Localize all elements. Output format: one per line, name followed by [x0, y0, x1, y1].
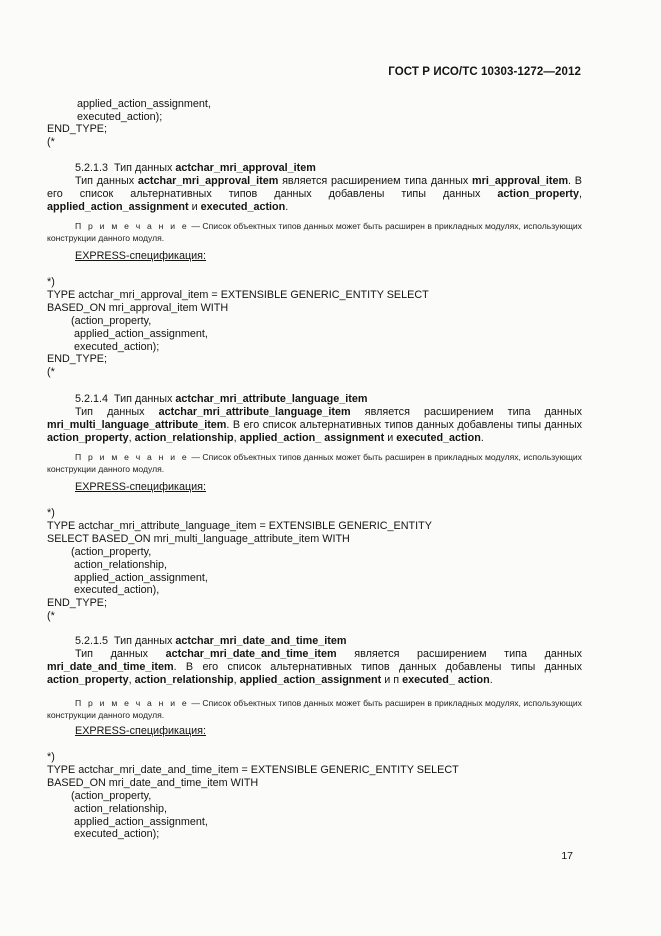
heading-type-name: actchar_mri_attribute_language_item — [175, 393, 368, 405]
code-line: executed_action), — [47, 584, 160, 597]
code-line: END_TYPE; — [47, 597, 107, 610]
standard-header: ГОСТ Р ИСО/ТС 10303-1272—2012 — [388, 66, 581, 78]
express-spec-label: EXPRESS-спецификация: — [75, 725, 207, 737]
section-heading-5-2-1-5 — [75, 635, 346, 648]
code-line: END_TYPE; — [47, 123, 107, 135]
code-line: *) — [47, 276, 55, 288]
express-spec-label: EXPRESS-спецификация: — [75, 481, 207, 493]
code-line: (action_property, — [47, 789, 152, 802]
code-line: applied_action_assignment, — [47, 327, 208, 340]
code-line: (* — [47, 610, 55, 623]
note-label: П р и м е ч а н и е — [75, 221, 189, 231]
heading-text: Тип данных — [114, 162, 176, 174]
note-text: — Список объектных типов данных может быть расширен в прикладных модулях, использующих конструкции данного модуля. — [47, 698, 582, 720]
code-line: action_relationship, — [47, 802, 168, 815]
code-line: applied_action_assignment, — [47, 571, 208, 584]
heading-text: Тип данных — [114, 635, 176, 647]
code-line: SELECT BASED_ON mri_multi_language_attribute_item WITH — [47, 532, 350, 545]
note-text: — Список объектных типов данных может быть расширен в прикладных модулях, использующих конструкции данного модуля. — [47, 221, 582, 243]
section-heading-5-2-1-4 — [75, 393, 367, 406]
code-line: END_TYPE; — [47, 353, 107, 366]
heading-type-name: actchar_mri_date_and_time_item — [175, 635, 347, 647]
code-line: executed_action); — [47, 828, 160, 841]
note-text: — Список объектных типов данных может быть расширен в прикладных модулях, использующих конструкции данного модуля. — [47, 452, 582, 474]
heading-type-name: actchar_mri_approval_item — [175, 162, 316, 174]
heading-number: 5.2.1.3 — [75, 162, 109, 174]
code-line: BASED_ON mri_approval_item WITH — [47, 301, 229, 314]
code-line: TYPE actchar_mri_approval_item = EXTENSIBLE GENERIC_ENTITY SELECT — [47, 288, 429, 301]
code-line: (* — [47, 366, 55, 379]
heading-text: Тип данных — [114, 393, 176, 405]
heading-number: 5.2.1.5 — [75, 635, 109, 647]
code-line: *) — [47, 751, 55, 763]
note-label: П р и м е ч а н и е — [75, 452, 189, 462]
express-spec-label: EXPRESS-спецификация: — [75, 250, 207, 262]
section-paragraph: Тип данных actchar_mri_approval_item является расширением типа данных mri_approval_item. В его список альтернативных типов данных добавлены типы данных action_property, applied_action_assignment и executed_action. — [47, 175, 582, 213]
code-line: *) — [47, 507, 55, 519]
code-line: BASED_ON mri_date_and_time_item WITH — [47, 776, 259, 789]
heading-number: 5.2.1.4 — [75, 393, 109, 405]
section-paragraph: Тип данных actchar_mri_attribute_language_item является расширением типа данных mri_multi_language_attribute_item. В его список альтернативных типов данных добавлены типы данных action_property, action_relationship, applied_action_ assignment и executed_action. — [47, 406, 582, 444]
note — [47, 697, 582, 721]
code-line: executed_action); — [47, 340, 160, 353]
code-line: TYPE actchar_mri_date_and_time_item = EXTENSIBLE GENERIC_ENTITY SELECT — [47, 763, 459, 776]
code-line: action_relationship, — [47, 558, 168, 571]
note — [47, 451, 582, 475]
note-label: П р и м е ч а н и е — [75, 698, 189, 708]
code-line: (action_property, — [47, 545, 152, 558]
code-line: applied_action_assignment, — [77, 98, 211, 110]
note — [47, 220, 582, 244]
section-heading-5-2-1-3 — [75, 162, 316, 175]
page-number: 17 — [561, 850, 573, 862]
code-line: (* — [47, 136, 55, 148]
section-paragraph: Тип данных actchar_mri_date_and_time_item является расширением типа данных mri_date_and_time_item. В его список альтернативных типов данных добавлены типы данных action_property, action_relationship, applied_action_assignment и п executed_ action. — [47, 648, 582, 686]
code-line: TYPE actchar_mri_attribute_language_item = EXTENSIBLE GENERIC_ENTITY — [47, 519, 432, 532]
code-line: (action_property, — [47, 314, 152, 327]
code-line: executed_action); — [77, 111, 163, 123]
code-line: applied_action_assignment, — [47, 815, 208, 828]
